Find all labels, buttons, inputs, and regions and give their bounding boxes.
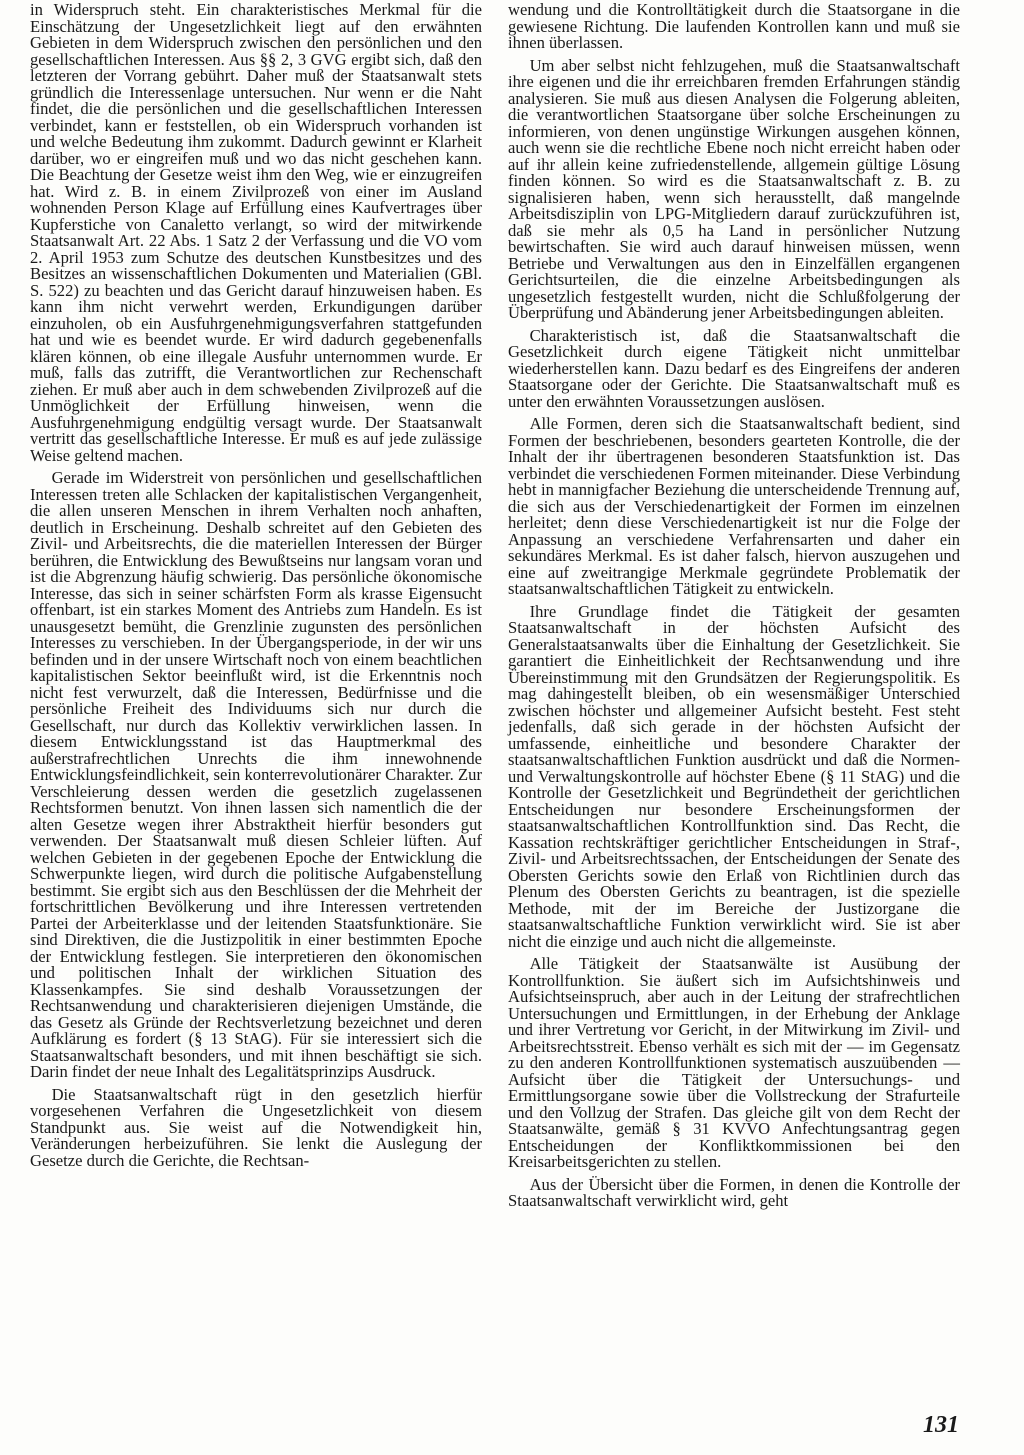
paragraph: Charakteristisch ist, daß die Staatsanwaltschaft die Gesetzlichkeit durch eigene Tätigkeit nicht unmittelbar wiederherstellen kann. Dazu bedarf es des Eingreifens der anderen Staatsorgane oder der Gerichte. Die Staatsanwaltschaft muß es unter den erwähnten Voraussetzungen auslösen. bbox=[508, 325, 960, 411]
left-column bbox=[30, 2, 482, 1175]
paragraph: in Widerspruch steht. Ein charakteristisches Merkmal für die Einschätzung der Ungesetzlichkeit liegt auf den erwähnten Gebieten in dem Widerspruch zwischen den persönlichen und den gesellschaftlichen Interessen. Aus §§ 2, 3 GVG ergibt sich, daß den letzteren der Vorrang gebührt. Daher muß der Staatsanwalt stets gründlich die Interessenlage untersuchen. Nur wenn er die Naht findet, die die persönlichen und die gesellschaftlichen Interessen verbindet, kann er feststellen, ob ein Widerspruch vorhanden ist und welche Bedeutung ihm zukommt. Dadurch gewinnt er Klarheit darüber, wo er eingreifen muß und wo das nicht geschehen kann. Die Beachtung der Gesetze weist ihm den Weg, wie er einzugreifen hat. Wird z. B. in einem Zivilprozeß von einer im Ausland wohnenden Person Klage auf Erfüllung eines Kaufvertrages über Kupferstiche von Canaletto verlangt, so wird der mitwirkende Staatsanwalt Art. 22 Abs. 1 Satz 2 der Verfassung und die VO vom 2. April 1953 zum Schutze des deutschen Kunstbesitzes und des Besitzes an wissenschaftlichen Dokumenten und Materialien (GBl. S. 522) zu beachten und das Gericht darauf hinzuweisen haben. Es kann ihm nicht verwehrt werden, Erkundigungen darüber einzuholen, ob ein Ausfuhrgenehmigungsverfahren stattgefunden hat und wie es beendet wurde. Er wird dadurch gegebenenfalls klären können, ob eine illegale Ausfuhr unternommen wurde. Er muß, falls das zutrifft, die Verantwortlichen zur Rechenschaft ziehen. Er muß aber auch in dem schwebenden Zivilprozeß auf die Unmöglichkeit der Erfüllung hinweisen, wenn die Ausfuhrgenehmigung endgültig versagt wurde. Der Staatsanwalt vertritt das gesellschaftliche Interesse. Er muß es auf jede zulässige Weise geltend machen. bbox=[30, 0, 482, 465]
paragraph: Um aber selbst nicht fehlzugehen, muß die Staatsanwaltschaft ihre eigenen und die ihr erreichbaren fremden Erfahrungen ständig analysieren. Sie muß aus diesen Analysen die Folgerung ableiten, die verantwortlichen Staatsorgane über solche Erscheinungen zu informieren, von denen ungünstige Wirkungen ausgehen können, auch wenn sie die rechtliche Ebene noch nicht erreicht haben oder auf ihr allein keine zufriedenstellende, allgemein gültige Lösung finden können. So wird es die Staatsanwaltschaft z. B. zu signalisieren haben, wenn sich herausstellt, daß mangelnde Arbeitsdisziplin von LPG-Mitgliedern darauf zurückzuführen ist, daß sie mehr als 0,5 ha Land in persönlicher Nutzung bewirtschaften. Sie wird auch darauf hinweisen müssen, wenn Betriebe und Verwaltungen aus den in Einzelfällen ergangenen Gerichtsurteilen, die die einzelne Arbeitsbedingungen als ungesetzlich festgestellt wurden, nicht die Schlußfolgerung der Überprüfung und Abänderung jener Arbeitsbedingungen ableiten. bbox=[508, 55, 960, 322]
paragraph: Alle Tätigkeit der Staatsanwälte ist Ausübung der Kontrollfunktion. Sie äußert sich im Aufsichtshinweis und Aufsichtseinspruch, aber auch in der Leitung der strafrechtlichen Untersuchungen und Ermittlungen, in der Erhebung der Anklage und ihrer Vertretung vor Gericht, in der Mitwirkung im Zivil- und Arbeitsrechtsstreit. Ebenso verhält es sich mit der — im Gegensatz zu den anderen Kontrollfunktionen systematisch auszuübenden — Aufsicht über die Tätigkeit der Untersuchungs- und Ermittlungsorgane sowie über die Vollstreckung der Strafurteile und den Vollzug der Strafen. Das gleiche gilt von dem Recht der Staatsanwälte, gemäß § 31 KVVO Anfechtungsantrag gegen Entscheidungen der Konfliktkommissionen bei den Kreisarbeitsgerichten zu stellen. bbox=[508, 954, 960, 1171]
document-page bbox=[30, 2, 994, 1442]
right-column bbox=[508, 2, 960, 1216]
page-number: 131 bbox=[923, 1412, 959, 1438]
paragraph: Aus der Übersicht über die Formen, in denen die Kontrolle der Staatsanwaltschaft verwirklicht wird, geht bbox=[508, 1174, 960, 1210]
paragraph: Die Staatsanwaltschaft rügt in den gesetzlich hierfür vorgesehenen Verfahren die Ungesetzlichkeit von diesem Standpunkt aus. Sie weist auf die Notwendigkeit hin, Veränderungen herbeizuführen. Sie lenkt die Auslegung der Gesetze durch die Gerichte, die Rechtsan- bbox=[30, 1084, 482, 1170]
paragraph: wendung und die Kontrolltätigkeit durch die Staatsorgane in die gewiesene Richtung. Die laufenden Kontrollen kann und muß sie ihnen überlassen. bbox=[508, 0, 960, 52]
paragraph: Alle Formen, deren sich die Staatsanwaltschaft bedient, sind Formen der beschriebenen, besonders gearteten Kontrolle, die der Inhalt der ihr übertragenen besonderen Staatsfunktion ist. Das verbindet die verschiedenen Formen miteinander. Diese Verbindung hebt in mannigfacher Beziehung die unterscheidende Trennung auf, die sich aus der Verschiedenartigkeit der Formen im einzelnen herleitet; denn diese Verschiedenartigkeit ist nur die Folge der Anpassung an verschiedene Verfahrensarten und daher ein sekundäres Merkmal. Es ist daher falsch, hiervon auszugehen und eine auf zweitrangige Merkmale gegründete Problematik der staatsanwaltschaftlichen Tätigkeit zu entwickeln. bbox=[508, 414, 960, 598]
paragraph: Gerade im Widerstreit von persönlichen und gesellschaftlichen Interessen treten alle Schlacken der kapitalistischen Vergangenheit, die allen unseren Menschen in ihrem Verhalten noch anhaften, deutlich in Erscheinung. Deshalb schreitet auf den Gebieten des Zivil- und Arbeitsrechts, die die materiellen Interessen der Bürger berühren, die Entwicklung des Bewußtseins nur langsam voran und ist die Abgrenzung häufig schwierig. Das persönliche ökonomische Interesse, das sich in seiner schärfsten Form als krasse Eigensucht offenbart, ist ein starkes Moment des Antriebs zum Handeln. Es ist unausgesetzt bemüht, die Grenzlinie zugunsten des persönlichen Interesses zu verschieben. In der Übergangsperiode, in der wir uns befinden und in der unsere Wirtschaft noch von einem beachtlichen kapitalistischen Sektor beeinflußt wird, ist die Erkenntnis noch nicht fest verwurzelt, daß die Interessen, Bedürfnisse und die persönliche Freiheit des Individuums sich nur durch die Gesellschaft, nur durch das Kollektiv verwirklichen lassen. In diesem Entwicklungsstand ist das Hauptmerkmal des außerstrafrechtlichen Unrechts die ihm innewohnende Entwicklungsfeindlichkeit, sein konterrevolutionärer Charakter. Zur Verschleierung dessen werden die gesetzlich zugelassenen Rechtsformen benutzt. Von ihnen lassen sich namentlich die der alten Gesetze wegen ihrer Abstraktheit hierfür besonders gut verwenden. Der Staatsanwalt muß diesen Schleier lüften. Auf welchen Gebieten in der gegebenen Epoche der Entwicklung die Schwerpunkte liegen, wird durch die politische Aufgabenstellung bestimmt. Sie ergibt sich aus den Beschlüssen der die Mehrheit der fortschrittlichen Bevölkerung und ihre Interessen vertretenden Partei der Arbeiterklasse und der leitenden Staatsfunktionäre. Sie sind Direktiven, die die Justizpolitik in einer bestimmten Epoche der Entwicklung festlegen. Sie interpretieren den ökonomischen und politischen Inhalt der wirklichen Situation des Klassenkampfes. Sie sind deshalb Voraussetzungen der Rechtsanwendung und charakterisieren diejenigen Umstände, die das Gesetz als Gründe der Rechtsverletzung bezeichnet und deren Aufklärung es fordert (§ 13 StAG). Für sie interessiert sich die Staatsanwaltschaft besonders, und mit ihnen beschäftigt sie sich. Darin findet der neue Inhalt des Legalitätsprinzips Ausdruck. bbox=[30, 468, 482, 1081]
paragraph: Ihre Grundlage findet die Tätigkeit der gesamten Staatsanwaltschaft in der höchsten Aufsicht des Generalstaatsanwalts über die Einhaltung der Gesetzlichkeit. Sie garantiert die Einheitlichkeit der Rechtsanwendung und ihre Übereinstimmung mit den Grundsätzen der Regierungspolitik. Es mag dahingestellt bleiben, ob ein wesensmäßiger Unterschied zwischen höchster und allgemeiner Aufsicht besteht. Fest steht jedenfalls, daß sich gerade in der höchsten Aufsicht der umfassende, einheitliche und besondere Charakter der staatsanwaltschaftlichen Funktion ausdrückt und daß die Normen- und Verwaltungskontrolle auf höchster Ebene (§ 11 StAG) und die Kontrolle der Gesetzlichkeit und Begründetheit der gerichtlichen Entscheidungen nur besondere Erscheinungsformen der staatsanwaltschaftlichen Kontrollfunktion sind. Das Recht, die Kassation rechtskräftiger gerichtlicher Entscheidungen in Straf-, Zivil- und Arbeitsrechtssachen, der Entscheidungen der Senate des Obersten Gerichts sowie den Erlaß von Richtlinien durch das Plenum des Obersten Gerichts zu beantragen, ist die spezielle Methode, mit der im Bereiche der Justizorgane die staatsanwaltschaftliche Funktion verwirklicht wird. Sie ist aber nicht die einzige und auch nicht die allgemeinste. bbox=[508, 601, 960, 951]
